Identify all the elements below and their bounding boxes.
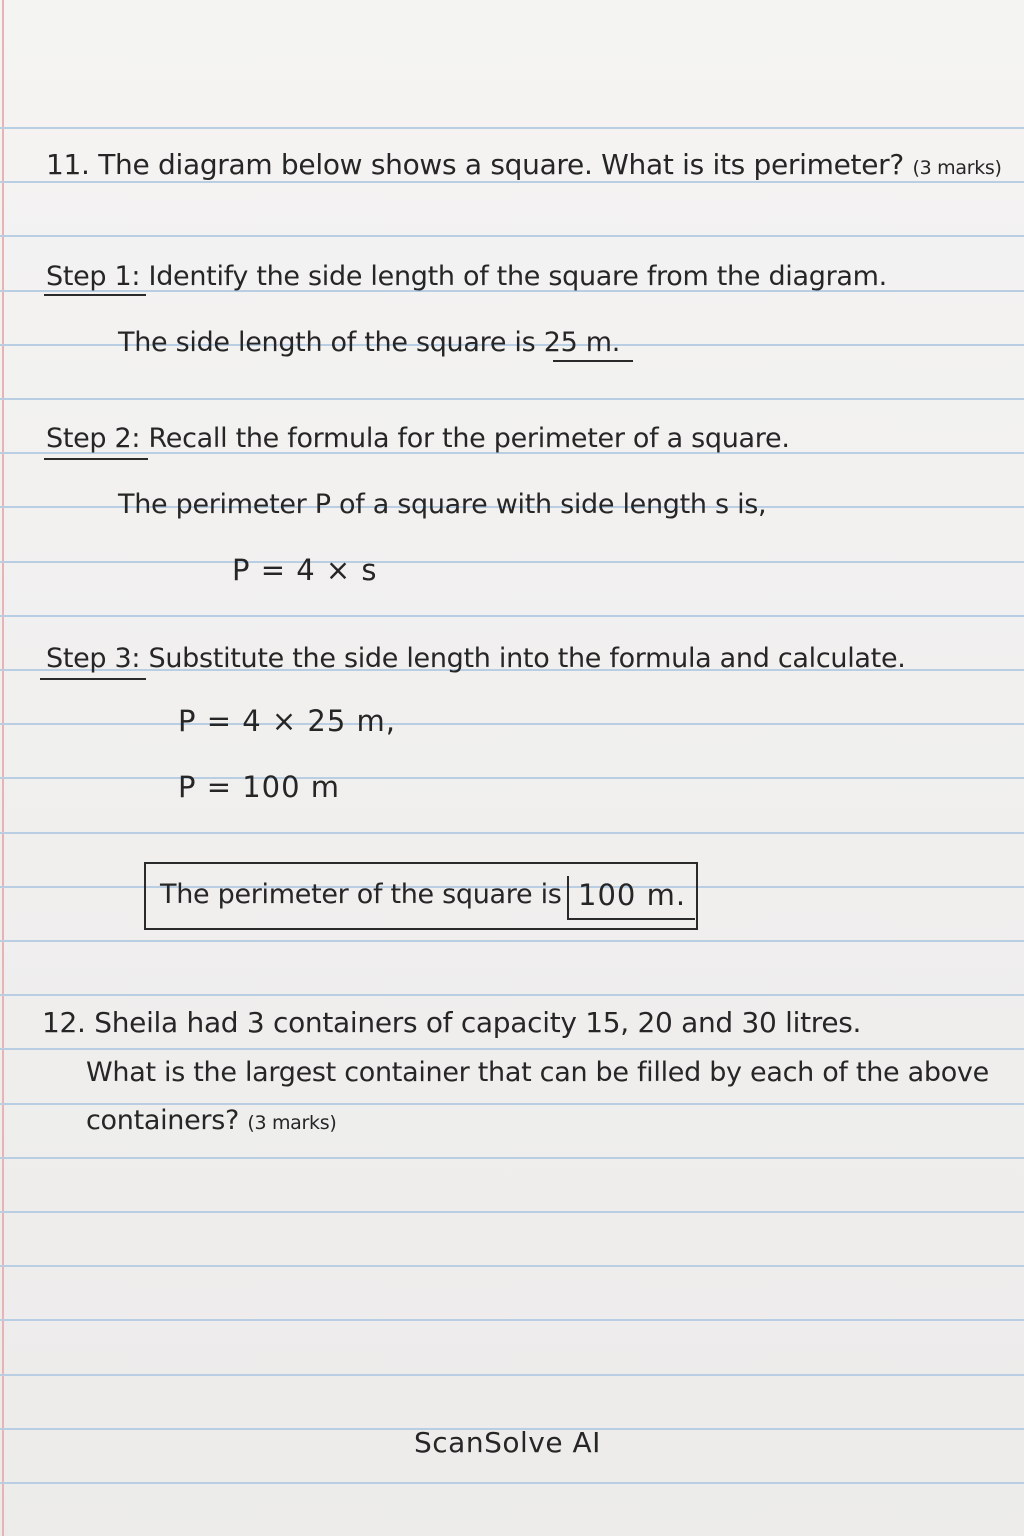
step-1-value: 25 m [543,327,612,358]
ruled-line [0,561,1024,563]
side-length-underline [553,360,633,362]
step-1-heading [46,260,887,294]
step-3-underline [40,678,146,680]
ruled-line [0,777,1024,779]
step-3-title: Substitute the side length into the formula and calculate. [148,643,906,674]
step-1-suffix: . [611,327,621,358]
ruled-line [0,1482,1024,1484]
step-3-label: Step 3: [46,643,141,674]
step-2-heading [46,422,790,456]
question-11-marks: (3 marks) [912,157,1002,179]
step-2-formula: P = 4 × s [232,553,378,587]
ruled-line [0,127,1024,129]
question-12-marks: (3 marks) [247,1112,337,1134]
ruled-line [0,832,1024,834]
ruled-line [0,1211,1024,1213]
step-1-prefix: The side length of the square is [118,327,536,358]
ruled-line [0,1374,1024,1376]
ruled-line [0,1048,1024,1050]
question-12-line-2: What is the largest container that can be filled by each of the above [86,1057,989,1088]
step-3-calc-1: P = 4 × 25 m, [178,704,396,738]
question-12-line-3 [86,1104,336,1140]
ruled-line [0,398,1024,400]
ruled-line [0,1157,1024,1159]
step-2-line: The perimeter P of a square with side length s is, [118,489,767,520]
step-2-underline [44,458,148,460]
footer-brand: ScanSolve AI [414,1426,601,1459]
answer-prefix: The perimeter of the square is [160,879,562,910]
ruled-line [0,723,1024,725]
step-1-title: Identify the side length of the square from the diagram. [148,261,887,292]
ruled-line [0,1319,1024,1321]
step-2-label: Step 2: [46,423,141,454]
question-12-line-1: 12. Sheila had 3 containers of capacity 15, 20 and 30 litres. [42,1006,862,1039]
question-11 [46,148,1002,185]
question-11-text: 11. The diagram below shows a square. What is its perimeter? [46,148,904,181]
question-12-text: containers? [86,1105,240,1136]
step-1-underline [44,294,146,296]
step-1-label: Step 1: [46,261,141,292]
ruled-line [0,235,1024,237]
step-2-title: Recall the formula for the perimeter of a square. [148,423,790,454]
step-1-result [118,326,620,360]
answer-value: 100 m. [578,878,687,912]
ruled-line [0,1265,1024,1267]
ruled-line [0,994,1024,996]
ruled-line [0,940,1024,942]
step-3-calc-2: P = 100 m [178,770,341,804]
ruled-line [0,615,1024,617]
step-3-heading [46,642,906,676]
margin-line [2,0,4,1536]
